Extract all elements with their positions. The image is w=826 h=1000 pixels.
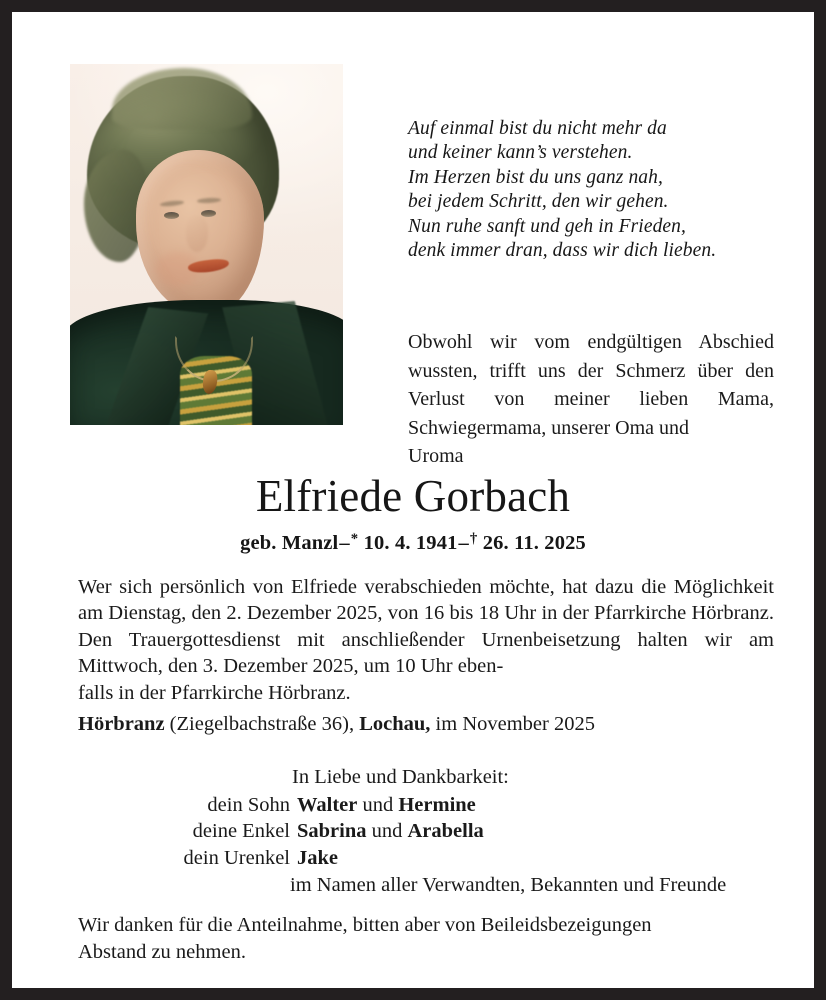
family-name: Walter [297,793,358,816]
family-heading: In Liebe und Dankbarkeit: [292,766,509,788]
poem-line: Auf einmal bist du nicht mehr da [408,118,667,139]
deceased-name: Elfriede Gorbach [255,471,571,521]
photo-nose [186,216,208,252]
family-name: Sabrina [297,820,367,842]
poem-line: denk immer dran, dass wir dich lieben. [408,240,717,262]
family-footer: im Namen aller Verwandten, Bekannten und Freunde [290,874,727,896]
family-names [297,845,778,872]
family-block [78,764,778,899]
place-month-year: im November 2025 [435,713,595,735]
poem-line: Im Herzen bist du uns ganz nah, [408,166,663,188]
place-town-primary: Hörbranz [78,713,165,735]
closing-last-line: Abstand zu nehmen. [78,941,246,963]
notice-sheet [12,12,814,988]
deceased-dates [12,532,814,555]
dates-separator-2: – [458,532,469,554]
family-row [78,818,778,845]
photo-hair-highlight [112,68,252,130]
family-relation-label: deine Enkel [192,820,290,842]
notice-border-frame [3,3,823,997]
family-conjunction: und [362,793,394,816]
death-date: 26. 11. 2025 [482,532,586,554]
service-details-paragraph [78,574,774,706]
family-conjunction: und [371,820,403,842]
family-row [78,792,778,819]
birth-symbol: * [350,530,359,547]
intro-paragraph [408,328,774,471]
service-details-text: Wer sich persönlich von Elfriede verabschieden möchte, hat dazu die Möglichkeit am Dienstag, den 2. Dezember 2025, von 16 bis 18 Uhr in der Pfarrkirche Hörbranz. Den Trauergottesdienst mit anschließender Urnenbeisetzung halten wir am Mittwoch, den 3. Dezember 2025, um 10 Uhr eben- [78,576,774,678]
family-name: Hermine [398,793,476,816]
family-name: Arabella [407,820,484,842]
photo-eye-left [164,212,179,219]
portrait-photo-image [70,64,343,425]
poem-line: bei jedem Schritt, den wir gehen. [408,191,669,213]
dates-separator-1: – [339,532,350,554]
family-name: Jake [297,846,338,869]
intro-last-line: Uroma [408,445,464,467]
family-relation-label: dein Urenkel [183,846,290,869]
closing-text: Wir danken für die Anteilnahme, bitten aber von Beileidsbezeigungen [78,914,652,936]
place-and-date-line [78,711,778,737]
maiden-name: geb. Manzl [240,532,339,554]
family-names [297,818,778,845]
closing-paragraph [78,912,774,966]
place-town-secondary: Lochau, [359,713,431,735]
poem-line: und keiner kann’s verstehen. [408,142,633,164]
family-row [78,845,778,872]
portrait-photo [70,64,343,425]
memorial-poem [408,117,778,263]
family-names [297,792,778,819]
poem-line: Nun ruhe sanft und geh in Frieden, [408,215,686,237]
place-address: (Ziegelbachstraße 36), [169,713,355,735]
family-relation-label: dein Sohn [207,793,290,816]
birth-date: 10. 4. 1941 [363,532,458,554]
service-details-last-line: falls in der Pfarrkirche Hörbranz. [78,681,351,704]
death-symbol: † [469,530,478,547]
family-rows [78,792,778,872]
intro-text: Obwohl wir vom endgültigen Abschied wussten, trifft uns der Schmerz über den Verlust von meiner lieben Mama, Schwiegermama, unserer Oma und [408,331,774,439]
